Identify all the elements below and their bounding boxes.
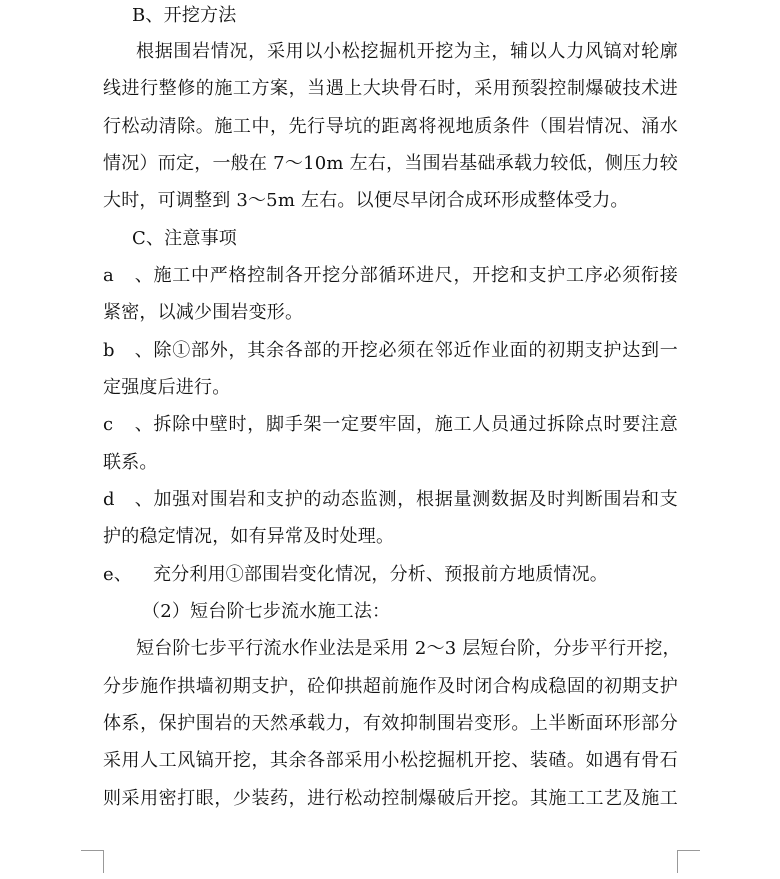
list-item-label: e、 [103,564,133,585]
list-item [103,413,678,437]
list-item-label: b、 [103,340,153,361]
paragraph-line: 根据围岩情况，采用以小松挖掘机开挖为主，辅以人力风镐对轮廓 [136,41,678,62]
paragraph-line: 短台阶七步平行流水作业法是采用 2～3 层短台阶，分步平行开挖， [136,638,681,659]
list-item-label: c、 [103,414,153,435]
paragraph-line: 分步施作拱墙初期支护，砼仰拱超前施作及时闭合构成稳固的初期支护 [103,676,678,697]
paragraph-line: 大时，可调整到 3～5m 左右。以便尽早闭合成环形成整体受力。 [103,190,629,211]
heading-c: C、注意事项 [132,228,237,249]
list-item [103,563,678,587]
paragraph-line: 行松动清除。施工中，先行导坑的距离将视地质条件（围岩情况、涌水 [103,116,678,137]
page-corner-mark-left [81,850,104,873]
list-item-label: d、 [103,489,153,510]
list-item-continuation: 护的稳定情况，如有异常及时处理。 [103,526,395,547]
paragraph-line: 采用人工风镐开挖，其余各部采用小松挖掘机开挖、装碴。如遇有骨石 [103,750,678,771]
list-item-text: 施工中严格控制各开挖分部循环进尺，开挖和支护工序必须衔接 [153,265,678,286]
list-item-continuation: 定强度后进行。 [103,377,231,398]
list-item-text: 拆除中壁时，脚手架一定要牢固，施工人员通过拆除点时要注意 [153,414,678,435]
list-item [103,264,678,288]
heading-2: （2）短台阶七步流水施工法： [142,601,391,622]
paragraph-line: 情况）而定，一般在 7～10m 左右，当围岩基础承载力较低，侧压力较 [103,153,678,174]
list-item-continuation: 紧密，以减少围岩变形。 [103,302,304,323]
list-item-text: 充分利用①部围岩变化情况，分析、预报前方地质情况。 [153,564,608,585]
list-item-text: 除①部外，其余各部的开挖必须在邻近作业面的初期支护达到一 [153,340,678,361]
list-item-label: a、 [103,265,153,286]
paragraph-line: 体系，保护围岩的天然承载力，有效抑制围岩变形。上半断面环形部分 [103,713,678,734]
list-item [103,339,678,363]
list-item [103,488,678,512]
heading-b: B、开挖方法 [132,5,237,26]
list-item-text: 加强对围岩和支护的动态监测，根据量测数据及时判断围岩和支 [153,489,678,510]
list-item-continuation: 联系。 [103,452,158,473]
paragraph-line: 则采用密打眼，少装药，进行松动控制爆破后开挖。其施工工艺及施工 [103,788,678,809]
paragraph-line: 线进行整修的施工方案，当遇上大块骨石时，采用预裂控制爆破技术进 [103,78,678,99]
page-corner-mark-right [677,850,700,873]
